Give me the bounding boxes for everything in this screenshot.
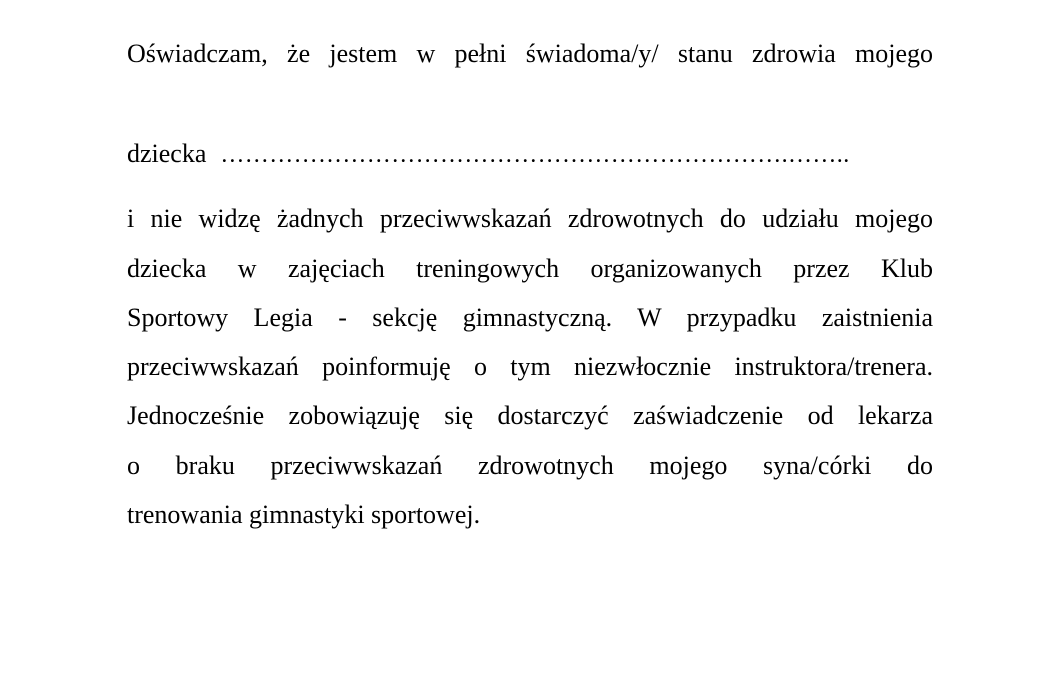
- child-name-line: [127, 139, 933, 170]
- child-label: dziecka: [127, 139, 207, 168]
- paragraph-line-5: Jednocześnie zobowiązuję się dostarczyć zaświadczenie od lekarza: [127, 401, 933, 430]
- paragraph-line-4: przeciwwskazań poinformuję o tym niezwłocznie instruktora/trenera.: [127, 352, 933, 381]
- paragraph-line-7: trenowania gimnastyki sportowej.: [127, 500, 481, 529]
- child-name-fill-field[interactable]: …………………………………………………………….……..: [220, 142, 850, 168]
- paragraph-line-6: o braku przeciwwskazań zdrowotnych mojego syna/córki do: [127, 451, 933, 480]
- paragraph-line-2: dziecka w zajęciach treningowych organizowanych przez Klub: [127, 254, 933, 283]
- paragraph-line-3: Sportowy Legia - sekcję gimnastyczną. W przypadku zaistnienia: [127, 303, 933, 332]
- declaration-line-1: Oświadczam, że jestem w pełni świadoma/y/ stanu zdrowia mojego: [127, 39, 933, 68]
- paragraph-line-1: i nie widzę żadnych przeciwwskazań zdrowotnych do udziału mojego: [127, 204, 933, 233]
